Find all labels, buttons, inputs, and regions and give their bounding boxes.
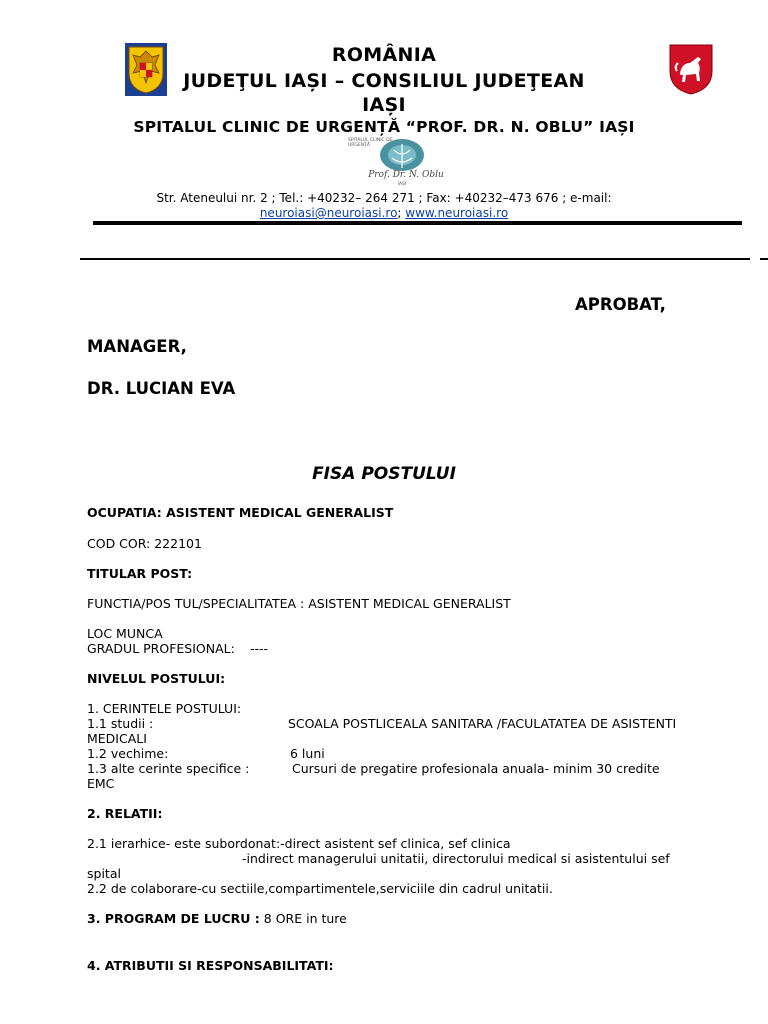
atributii-heading: 4. ATRIBUTII SI RESPONSABILITATI: <box>87 958 334 973</box>
relatii-colaborare: 2.2 de colaborare-cu sectiile,compartimentele,serviciile din cadrul unitatii. <box>87 881 553 896</box>
email-link[interactable]: neuroiasi@neuroiasi.ro <box>259 206 398 220</box>
manager-label: MANAGER, <box>87 337 187 356</box>
header-county-line1: JUDEŢUL IAȘI – CONSILIUL JUDEŢEAN <box>183 70 585 92</box>
relatii-heading: 2. RELATII: <box>87 806 163 821</box>
titular-post-heading: TITULAR POST: <box>87 566 193 581</box>
website-link[interactable]: www.neuroiasi.ro <box>405 206 509 220</box>
manager-name: DR. LUCIAN EVA <box>87 379 236 398</box>
cerinte-heading: 1. CERINTELE POSTULUI: <box>87 701 242 716</box>
logo-text-bottom: IAȘI <box>397 182 407 187</box>
program-lucru <box>87 911 347 926</box>
studii-value-cont: MEDICALI <box>87 731 147 746</box>
contact-separator: ; <box>397 206 402 220</box>
header-country: ROMÂNIA <box>331 44 437 66</box>
alte-cerinte-value: Cursuri de pregatire profesionala anuala- minim 30 credite <box>292 761 660 776</box>
relatii-indirect: -indirect managerului unitatii, directorului medical si asistentului sef <box>242 851 670 866</box>
header-thin-rule <box>80 258 750 260</box>
contact-links <box>0 206 768 220</box>
logo-text-top: SPITALUL CLINIC DE URGENȚĂ <box>348 138 393 148</box>
gradul-profesional-value: ---- <box>250 641 269 656</box>
logo-text-script: Prof. Dr. N. Oblu <box>368 170 444 180</box>
ocupatia-field: OCUPATIA: ASISTENT MEDICAL GENERALIST <box>87 505 394 520</box>
cod-cor-field: COD COR: 222101 <box>87 536 202 551</box>
address-line: Str. Ateneului nr. 2 ; Tel.: +40232– 264 271 ; Fax: +40232–473 676 ; e-mail: <box>156 191 612 205</box>
gradul-profesional-label: GRADUL PROFESIONAL: <box>87 641 235 656</box>
nivelul-postului-heading: NIVELUL POSTULUI: <box>87 671 226 686</box>
hospital-logo <box>348 136 450 188</box>
relatii-indirect-cont: spital <box>87 866 121 881</box>
program-lucru-label: 3. PROGRAM DE LUCRU : <box>87 911 260 926</box>
alte-cerinte-label: 1.3 alte cerinte specifice : <box>87 761 250 776</box>
header-county-line2: IAȘI <box>362 94 406 116</box>
approved-label: APROBAT, <box>575 295 666 314</box>
header-hospital-name: SPITALUL CLINIC DE URGENȚĂ “PROF. DR. N. OBLU” IAȘI <box>133 118 635 136</box>
vechime-label: 1.2 vechime: <box>87 746 169 761</box>
studii-value: SCOALA POSTLICEALA SANITARA /FACULATATEA DE ASISTENTI <box>288 716 677 731</box>
header-thin-rule-tail <box>760 258 768 260</box>
header-thick-rule <box>93 221 742 225</box>
loc-munca-field: LOC MUNCA <box>87 626 163 641</box>
functia-field: FUNCTIA/POS TUL/SPECIALITATEA : ASISTENT MEDICAL GENERALIST <box>87 596 511 611</box>
studii-label: 1.1 studii : <box>87 716 154 731</box>
vechime-value: 6 luni <box>290 746 325 761</box>
document-title: FISA POSTULUI <box>312 464 456 484</box>
program-lucru-value: 8 ORE in ture <box>263 911 347 926</box>
alte-cerinte-cont: EMC <box>87 776 115 791</box>
relatii-ierarhice: 2.1 ierarhice- este subordonat:-direct asistent sef clinica, sef clinica <box>87 836 511 851</box>
